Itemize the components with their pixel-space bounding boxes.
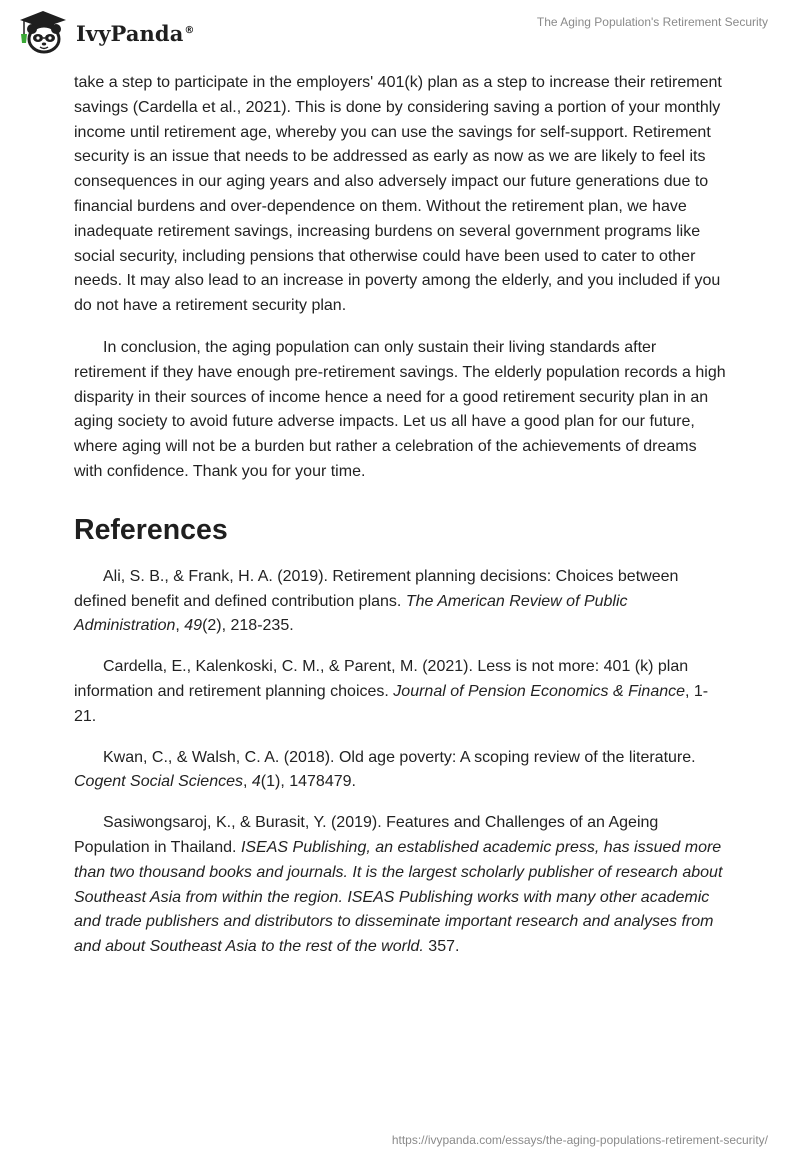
panda-graduate-icon — [14, 9, 72, 55]
registered-mark: ® — [184, 24, 195, 36]
reference-item: Cardella, E., Kalenkoski, C. M., & Parent, M. (2021). Less is not more: 401 (k) plan information and retirement planning choices. Journal of Pension Economics & Finance, 1-21. — [74, 658, 709, 725]
conclusion-paragraph: In conclusion, the aging population can only sustain their living standards after retirement if they have enough pre-retirement savings. The elderly population records a high disparity in their sources of income hence a need for a good retirement security plan in an aging society to avoid future adverse impacts. Let us all have a good plan for our future, where aging will not be a burden but rather a celebration of the achievements of dreams with confidence. Thank you for your time. — [74, 338, 726, 480]
document-title: The Aging Population's Retirement Security — [536, 15, 768, 29]
essay-content — [74, 71, 726, 976]
body-paragraph: take a step to participate in the employers' 401(k) plan as a step to increase their retirement savings (Cardella et al., 2021). This is done by considering saving a portion of your monthly income until retirement age, whereby you can use the savings for self-support. Retirement security is an issue that needs to be addressed as early as now as we are likely to feel its consequences in our aging years and also adversely impact our future generations due to financial burdens and over-dependence on them. Without the retirement plan, we have inadequate retirement savings, increasing burdens on several government programs like social security, including pensions that otherwise could have been used to cater to other needs. It may also lead to an increase in poverty among the elderly, and you included if you do not have a retirement security plan. — [74, 74, 722, 315]
source-url-link[interactable]: https://ivypanda.com/essays/the-aging-populations-retirement-security/ — [391, 1133, 768, 1147]
reference-item: Kwan, C., & Walsh, C. A. (2018). Old age poverty: A scoping review of the literature. Cogent Social Sciences, 4(1), 1478479. — [74, 748, 696, 791]
references-heading: References — [74, 513, 228, 546]
reference-item: Sasiwongsaroj, K., & Burasit, Y. (2019). Features and Challenges of an Ageing Population in Thailand. ISEAS Publishing, an established academic press, has issued more than two thousand books and journals. It is the largest scholarly publisher of research about Southeast Asia from within the region. ISEAS Publishing works with many other academic and trade publishers and distributors to disseminate important research and analyses from and about Southeast Asia to the rest of the world. 357. — [74, 814, 723, 956]
ivypanda-logo[interactable] — [14, 9, 195, 55]
reference-item: Ali, S. B., & Frank, H. A. (2019). Retirement planning decisions: Choices between defined benefit and defined contribution plans. The American Review of Public Administration, 49(2), 218-235. — [74, 567, 679, 635]
page-header — [0, 0, 800, 60]
brand-name: IvyPanda® — [76, 20, 195, 46]
